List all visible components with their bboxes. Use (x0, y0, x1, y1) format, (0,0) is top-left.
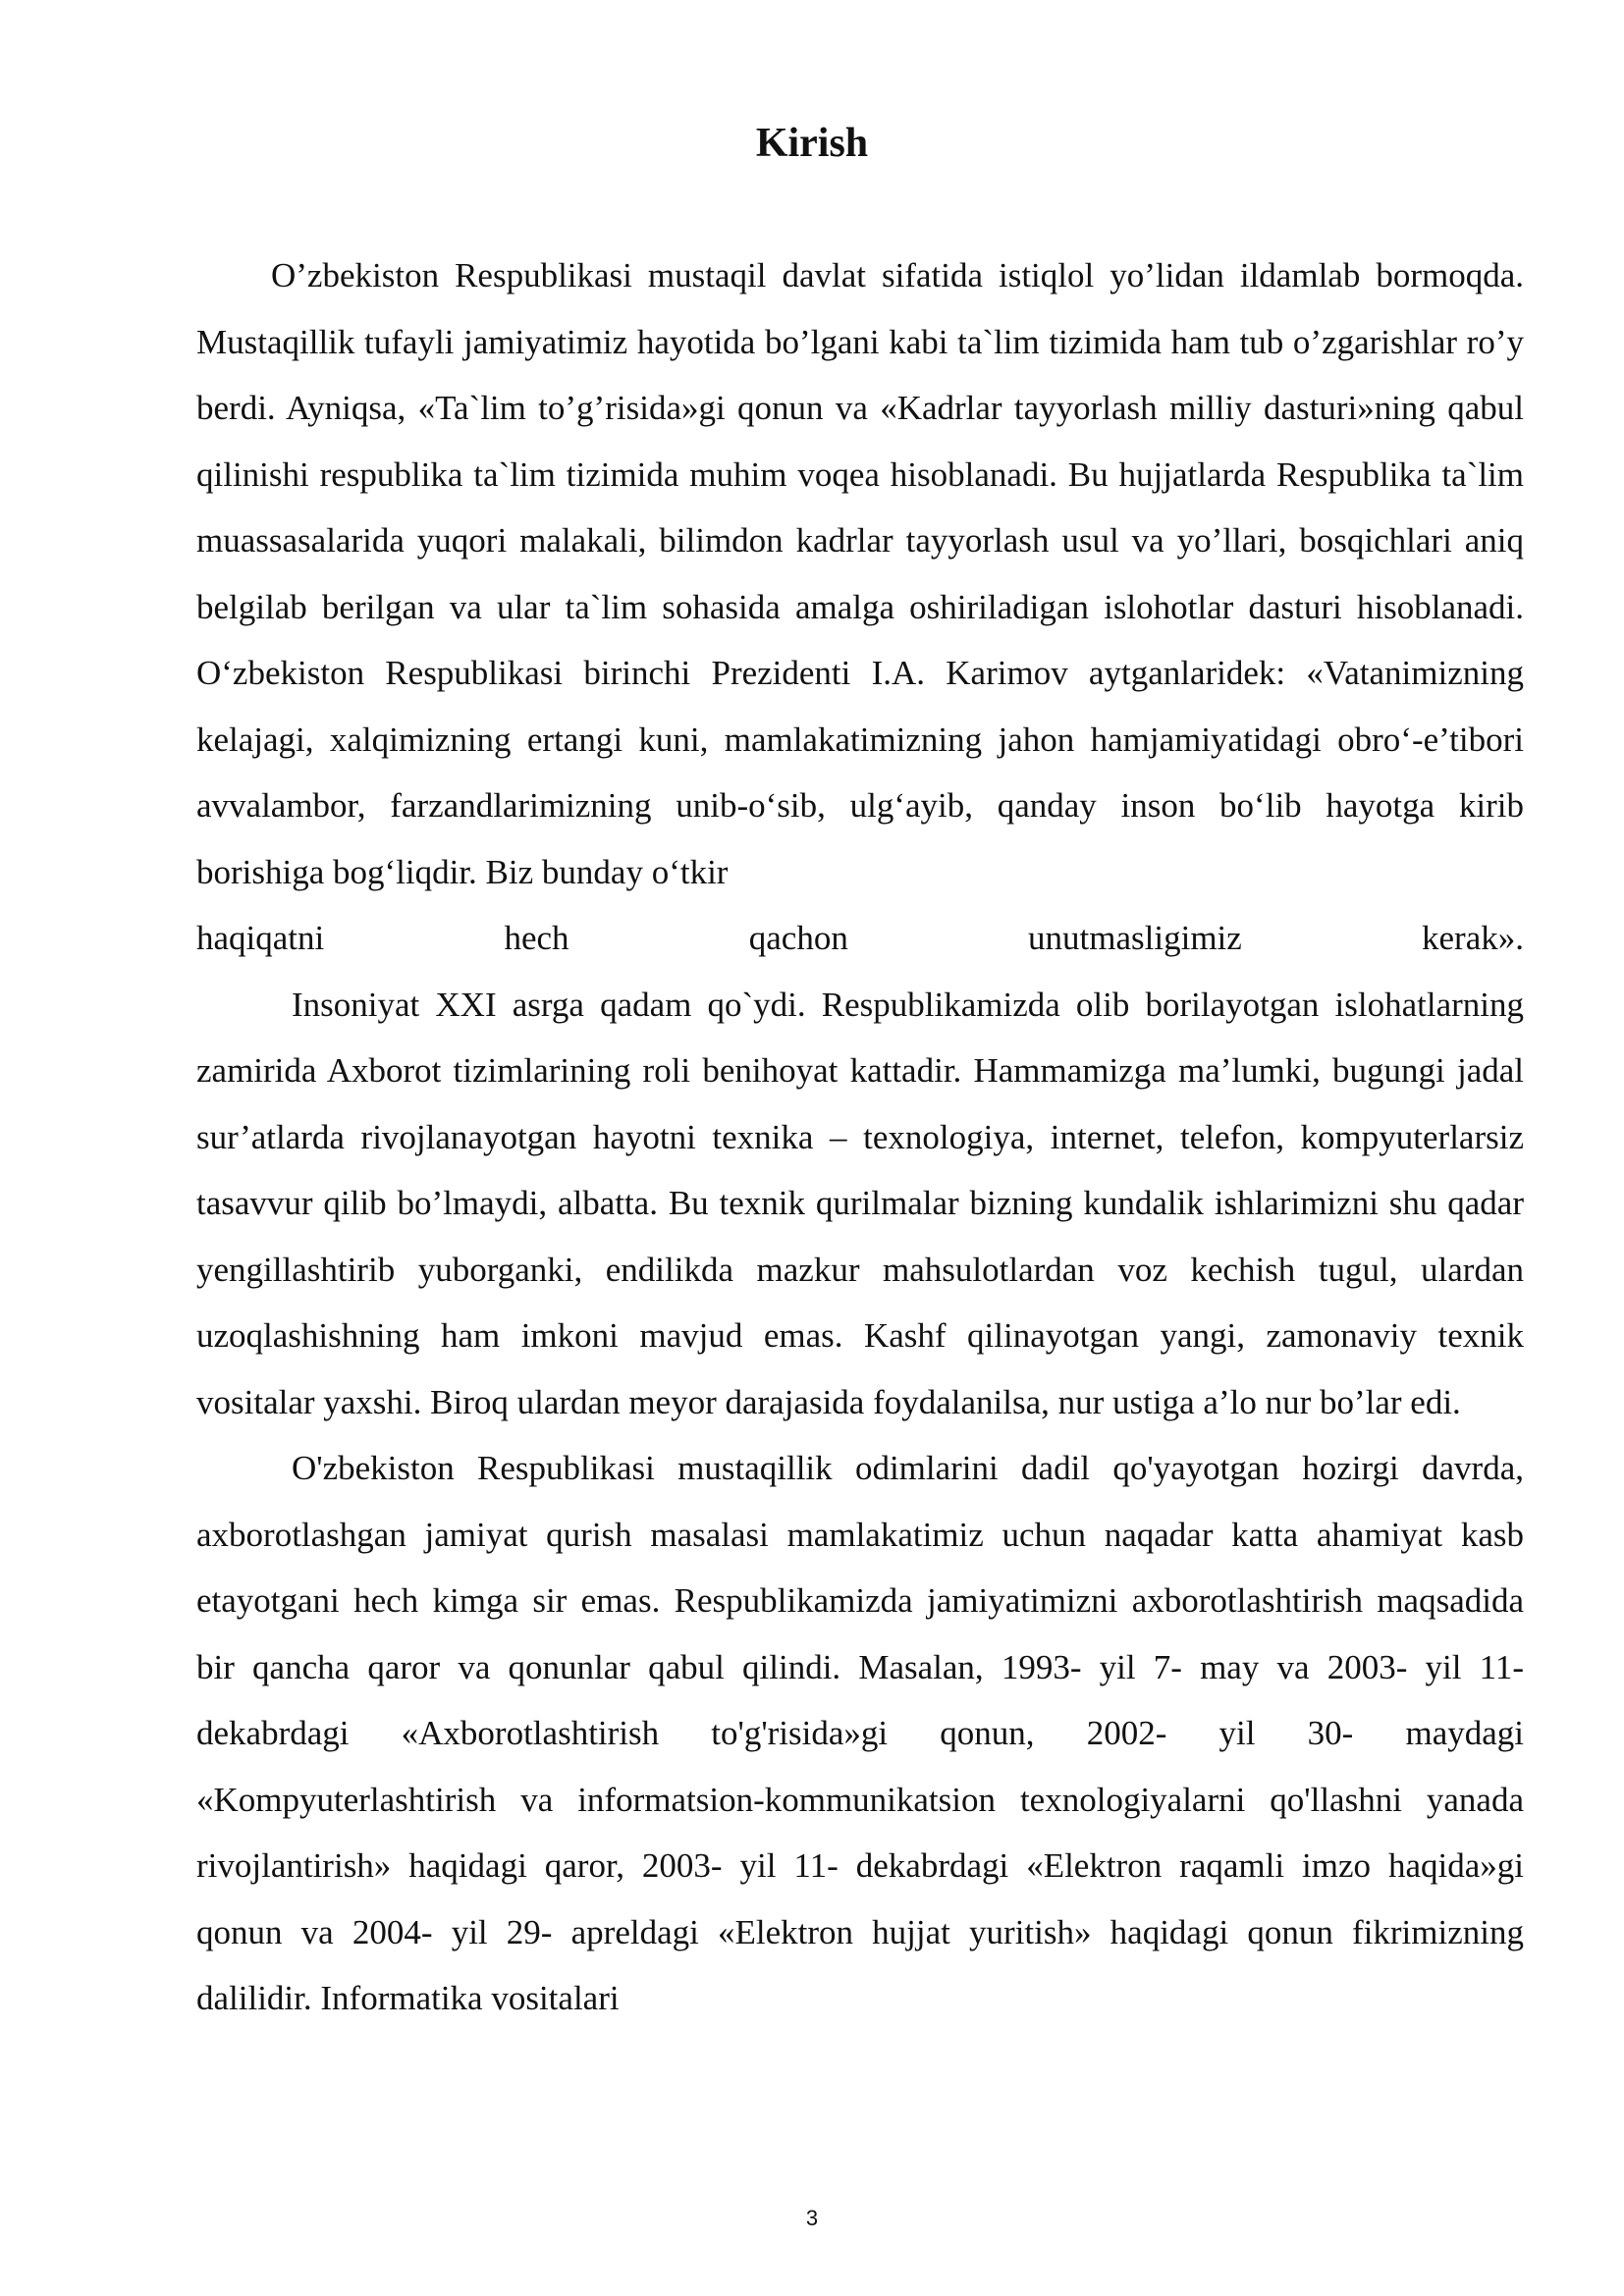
paragraph-3: O'zbekiston Respublikasi mustaqillik odimlarini dadil qo'yayotgan hozirgi davrda, axborotlashgan jamiyat qurish masalasi mamlakatimiz uchun naqadar katta ahamiyat kasb etayotgani hech kimga sir emas. Respublikamizda jamiyatimizni axborotlashtirish maqsadida bir qancha qaror va qonunlar qabul qilindi. Masalan, 1993- yil 7- may va 2003- yil 11- dekabrdagi «Axborotlashtirish to'g'risida»gi qonun, 2002- yil 30- maydagi «Kompyuterlashtirish va informatsion-kommunikatsion texnologiyalarni qo'llashni yanada rivojlantirish» haqidagi qaror, 2003- yil 11- dekabrdagi «Elektron raqamli imzo haqida»gi qonun va 2004- yil 29- apreldagi «Elektron hujjat yuritish» haqidagi qonun fikrimizning dalilidir. Informatika vositalari (196, 1449, 1524, 2017)
paragraph-1-last-line: haqiqatni hech qachon unutmasligimiz kerak». (196, 919, 1524, 957)
paragraph-1-text: O’zbekiston Respublikasi mustaqil davlat sifatida istiqlol yo’lidan ildamlab bormoqda. Mustaqillik tufayli jamiyatimiz hayotida bo’lgani kabi ta`lim tizimida ham tub o’zgarishlar ro’y berdi. Ayniqsa, «Ta`lim to’g’risida»gi qonun va «Kadrlar tayyorlash milliy dasturi»ning qabul qilinishi respublika ta`lim tizimida muhim voqea hisoblanadi. Bu hujjatlarda Respublika ta`lim muassasalarida yuqori malakali, bilimdon kadrlar tayyorlash usul va yo’llari, bosqichlari aniq belgilab berilgan va ular ta`lim sohasida amalga oshiriladigan islohotlar dasturi hisoblanadi. O‘zbekiston Respublikasi birinchi Prezidenti I.A. Karimov aytganlaridek: «Vatanimizning kelajagi, xalqimizning ertangi kuni, mamlakatimizning jahon hamjamiyatidagi obro‘-e’tibori avvalambor, farzandlarimizning unib-o‘sib, ulg‘ayib, qanday inson bo‘lib hayotga kirib borishiga bog‘liqdir. Biz bunday o‘tkir (196, 256, 1524, 891)
page-number: 3 (805, 2206, 819, 2230)
document-body (196, 242, 1524, 2032)
paragraph-1 (196, 242, 1524, 972)
page-title: Kirish (755, 121, 869, 166)
paragraph-2: Insoniyat XXI asrga qadam qo`ydi. Respublikamizda olib borilayotgan islohatlarning zamirida Axborot tizimlarining roli benihoyat kattadir. Hammamizga ma’lumki, bugungi jadal sur’atlarda rivojlanayotgan hayotni texnika – texnologiya, internet, telefon, kompyuterlarsiz tasavvur qilib bo’lmaydi, albatta. Bu texnik qurilmalar bizning kundalik ishlarimizni shu qadar yengillashtirib yuborganki, endilikda mazkur mahsulotlardan voz kechish tugul, ulardan uzoqlashishning ham imkoni mavjud emas. Kashf qilinayotgan yangi, zamonaviy texnik vositalar yaxshi. Biroq ulardan meyor darajasida foydalanilsa, nur ustiga a’lo nur bo’lar edi. (196, 985, 1524, 1421)
